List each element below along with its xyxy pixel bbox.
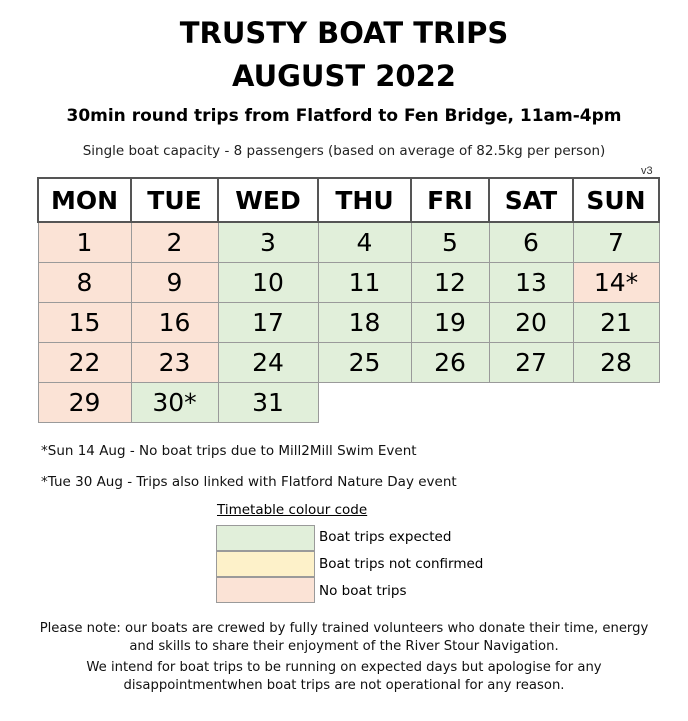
footnote-tue-30: *Tue 30 Aug - Trips also linked with Flatford Nature Day event: [41, 474, 457, 490]
calendar-day-cell: 16: [131, 303, 218, 343]
legend-swatch-not-confirmed: [216, 551, 315, 577]
calendar-header-row: [38, 178, 659, 222]
calendar-day-cell: 1: [38, 222, 131, 263]
calendar-day-cell: 27: [489, 343, 573, 383]
calendar-day-cell: 28: [573, 343, 659, 383]
day-header-wed: WED: [218, 178, 318, 222]
legend-label-no-trips: No boat trips: [319, 583, 407, 599]
calendar-day-cell: 17: [218, 303, 318, 343]
calendar-day-cell: 12: [411, 263, 489, 303]
title-line-2: AUGUST 2022: [232, 59, 456, 93]
subtitle: 30min round trips from Flatford to Fen Bridge, 11am-4pm: [66, 106, 622, 126]
calendar-day-cell: 10: [218, 263, 318, 303]
calendar-day-cell: 19: [411, 303, 489, 343]
calendar-week-row: [38, 222, 659, 263]
footer-volunteers-note: Please note: our boats are crewed by fully trained volunteers who donate their time, energy and skills to share their enjoyment of the River Stour Navigation.: [39, 621, 649, 654]
calendar-day-cell: 13: [489, 263, 573, 303]
calendar-day-cell: 21: [573, 303, 659, 343]
calendar-empty-cell: [318, 383, 411, 423]
calendar-empty-cell: [411, 383, 489, 423]
calendar-day-cell: 4: [318, 222, 411, 263]
calendar-day-cell: 9: [131, 263, 218, 303]
calendar-day-cell: 3: [218, 222, 318, 263]
legend-swatch-expected: [216, 525, 315, 551]
day-header-fri: FRI: [411, 178, 489, 222]
calendar-day-cell: 6: [489, 222, 573, 263]
calendar-week-row: [38, 343, 659, 383]
legend-label-expected: Boat trips expected: [319, 529, 452, 545]
calendar-empty-cell: [573, 383, 659, 423]
calendar-day-cell: 20: [489, 303, 573, 343]
calendar-day-cell: 23: [131, 343, 218, 383]
calendar-week-row: [38, 303, 659, 343]
calendar-table: [37, 177, 660, 423]
legend-label-not-confirmed: Boat trips not confirmed: [319, 556, 484, 572]
capacity-note: Single boat capacity - 8 passengers (based on average of 82.5kg per person): [82, 143, 606, 159]
title-line-1: TRUSTY BOAT TRIPS: [179, 16, 509, 50]
day-header-mon: MON: [38, 178, 131, 222]
calendar-day-cell: 31: [218, 383, 318, 423]
day-header-tue: TUE: [131, 178, 218, 222]
calendar-body: [38, 222, 659, 423]
calendar-day-cell: 30*: [131, 383, 218, 423]
footnote-sun-14: *Sun 14 Aug - No boat trips due to Mill2Mill Swim Event: [41, 443, 417, 459]
calendar-day-cell: 22: [38, 343, 131, 383]
calendar-empty-cell: [489, 383, 573, 423]
day-header-sat: SAT: [489, 178, 573, 222]
footer-apology-note: We intend for boat trips to be running on expected days but apologise for any disappointmentwhen boat trips are not operational for any reason.: [86, 660, 602, 693]
calendar-week-row: [38, 383, 659, 423]
calendar-day-cell: 18: [318, 303, 411, 343]
calendar-day-cell: 26: [411, 343, 489, 383]
calendar-day-cell: 24: [218, 343, 318, 383]
calendar-day-cell: 8: [38, 263, 131, 303]
calendar-day-cell: 29: [38, 383, 131, 423]
version-label: v3: [641, 165, 653, 177]
calendar-day-cell: 25: [318, 343, 411, 383]
day-header-thu: THU: [318, 178, 411, 222]
calendar-day-cell: 2: [131, 222, 218, 263]
legend-swatch-no-trips: [216, 577, 315, 603]
calendar-week-row: [38, 263, 659, 303]
calendar-day-cell: 14*: [573, 263, 659, 303]
legend-title: Timetable colour code: [217, 502, 368, 518]
calendar-day-cell: 15: [38, 303, 131, 343]
calendar-day-cell: 5: [411, 222, 489, 263]
calendar-day-cell: 7: [573, 222, 659, 263]
calendar-day-cell: 11: [318, 263, 411, 303]
day-header-sun: SUN: [573, 178, 659, 222]
